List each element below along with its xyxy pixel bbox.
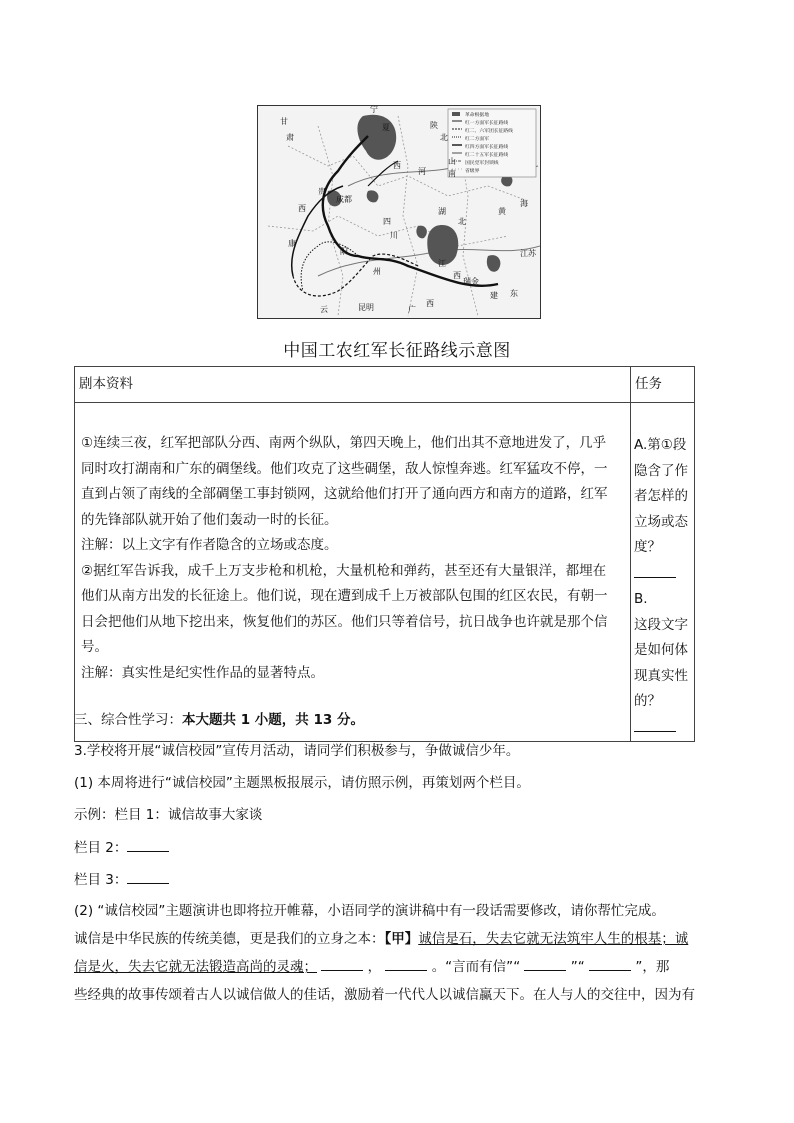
script-material-cell [75, 403, 631, 742]
speech-line-3: 些经典的故事传颂着古人以诚信做人的佳话，激励着一代代人以诚信赢天下。在人与人的交往中，因为有 [74, 987, 695, 1003]
task-line: 隐含了作 [634, 462, 688, 479]
question-3-2: (2) “诚信校园”主题演讲也即将拉开帷幕，小语同学的演讲稿中有一段话需要修改，请你帮忙完成。 [74, 903, 665, 919]
material-line: 日会把他们从地下挖出来，恢复他们的苏区。他们只等着信号，抗日战争也许就是那个信 [81, 613, 608, 630]
map-place-label: 海 [520, 199, 528, 208]
task-line: 度？ [634, 539, 661, 555]
map-place-label: 黄 [498, 207, 506, 216]
map-place-label: 湖 [438, 207, 446, 216]
column-3-line: 栏目 3： [74, 867, 169, 888]
map-place-label: 河 [418, 167, 426, 176]
material-line: 号。 [81, 639, 108, 655]
map-legend-label: 国民党军封锁线 [465, 161, 499, 166]
column-2-line: 栏目 2： [74, 835, 169, 856]
map-place-label: 山 [448, 157, 456, 166]
map-place-label: 阳 [340, 247, 348, 256]
map-place-label: 宁 [370, 106, 378, 114]
annotation-2: 注解：真实性是纪实性作品的显著特点。 [81, 664, 324, 681]
material-line: 同时攻打湖南和广东的碉堡线。他们攻克了这些碉堡，敌人惊惶奔逃。红军猛攻不停，一 [81, 460, 608, 477]
map-place-label: 西 [393, 161, 401, 170]
speech-blank-3[interactable] [524, 954, 566, 971]
task-line: 的？ [634, 693, 661, 709]
task-line: 是如何体 [634, 642, 688, 658]
map-place-label: 贵 [318, 187, 326, 196]
map-legend-label: 红二、六军团长征路线 [465, 129, 513, 134]
script-table [74, 366, 695, 742]
task-line: 现真实性 [634, 667, 688, 684]
underlined-sentence-cont: 信是火，失去它就无法锻造高尚的灵魂； [74, 959, 317, 975]
task-line: A.第①段 [634, 437, 687, 453]
map-place-label: 成都 [336, 195, 352, 204]
map-place-label: 北 [440, 133, 448, 142]
map-title: 中国工农红军长征路线示意图 [283, 341, 511, 361]
material-line: 直到占领了南线的全部碉堡工事封锁网，这就给他们打开了通向西方和南方的道路，红军 [81, 486, 608, 502]
map-place-label: 川 [390, 231, 398, 240]
map-place-label: 夏 [382, 123, 390, 132]
speech-blank-2[interactable] [385, 954, 427, 971]
task-line: 者怎样的 [634, 488, 688, 504]
map-place-label: 东 [510, 289, 518, 298]
answer-blank-b[interactable] [634, 715, 676, 732]
jia-marker: 【甲】 [384, 931, 419, 947]
map-legend-label: 红四方面军长征路线 [465, 145, 509, 150]
underlined-sentence: 诚信是石，失去它就无法筑牢人生的根基；诚 [418, 931, 689, 947]
table-header-task: 任务 [631, 367, 695, 403]
map-place-label: 甘 [280, 117, 288, 126]
map-place-label: 陕 [430, 121, 438, 130]
task-line: 这段文字 [634, 616, 688, 633]
task-cell [631, 403, 695, 742]
map-place-label: 云 [320, 305, 328, 314]
speech-paragraph: 诚信是中华民族的传统美德，更是我们的立身之本：【甲】诚信是石，失去它就无法筑牢人生的根基；诚 信是火，失去它就无法锻造高尚的灵魂； ， 。“言而有信”“ ”“ ”，那 些经典的故事传颂着古人以诚信做人的佳话，激励着一代代人以诚信赢天下。在人与人的交往中，因为有 [74, 925, 722, 1009]
table-header-material: 剧本资料 [75, 367, 631, 403]
long-march-map [257, 105, 541, 319]
question-3: 3.学校将开展“诚信校园”宣传月活动，请同学们积极参与，争做诚信少年。 [74, 743, 520, 759]
map-place-label: 康 [288, 239, 296, 248]
task-answer-a-line [634, 561, 692, 613]
material-line: ①连续三夜，红军把部队分西、南两个纵队，第四天晚上，他们出其不意地进发了，几乎 [81, 435, 607, 451]
map-place-label: 建 [490, 291, 498, 300]
map-place-label: 州 [373, 267, 381, 276]
map-place-label: 北 [458, 217, 466, 226]
map-place-label: 南 [448, 169, 456, 178]
section-3-heading: 三、综合性学习：本大题共 1 小题，共 13 分。 [74, 712, 364, 728]
map-place-label: 昆明 [358, 303, 374, 312]
column-2-blank[interactable] [127, 835, 169, 852]
answer-blank-a[interactable] [634, 561, 676, 578]
material-line: 他们从南方出发的长征途上。他们说，现在遭到成千上万被部队包围的红区农民，有朝一 [81, 588, 608, 604]
annotation-1: 注解：以上文字有作者隐含的立场或态度。 [81, 537, 338, 553]
map-place-label: 西 [453, 271, 461, 280]
question-3-1: (1) 本周将进行“诚信校园”主题黑板报展示，请仿照示例，再策划两个栏目。 [74, 775, 530, 791]
map-legend-label: 省级界 [465, 169, 480, 174]
material-line: ②据红军告诉我，成千上万支步枪和机枪，大量机枪和弹药，甚至还有大量银洋，都埋在 [81, 562, 607, 579]
example-column: 示例：栏目 1：诚信故事大家谈 [74, 807, 263, 823]
map-place-label: 肃 [286, 133, 294, 142]
map-place-label: 四 [383, 217, 391, 226]
material-line: 的先锋部队就开始了他们轰动一时的长征。 [81, 511, 338, 528]
speech-blank-1[interactable] [321, 954, 363, 971]
map-legend-label: 革命根据地 [465, 113, 489, 118]
map-legend-label: 红一方面军长征路线 [465, 121, 509, 126]
map-place-label: 江苏 [520, 249, 536, 258]
map-place-label: 广 [408, 305, 416, 314]
map-legend-label: 红二十五军长征路线 [465, 153, 509, 158]
map-legend-label: 红二方面军 [465, 137, 489, 142]
column-3-blank[interactable] [127, 867, 169, 884]
task-line: 立场或态 [634, 513, 688, 530]
speech-blank-4[interactable] [589, 954, 631, 971]
map-place-label: 瑞金 [463, 277, 479, 286]
map-place-label: 西 [298, 204, 306, 213]
map-place-label: 江 [438, 259, 446, 268]
map-place-label: 西 [426, 299, 434, 308]
task-line: B. [634, 591, 648, 607]
script-material-text [75, 403, 630, 686]
